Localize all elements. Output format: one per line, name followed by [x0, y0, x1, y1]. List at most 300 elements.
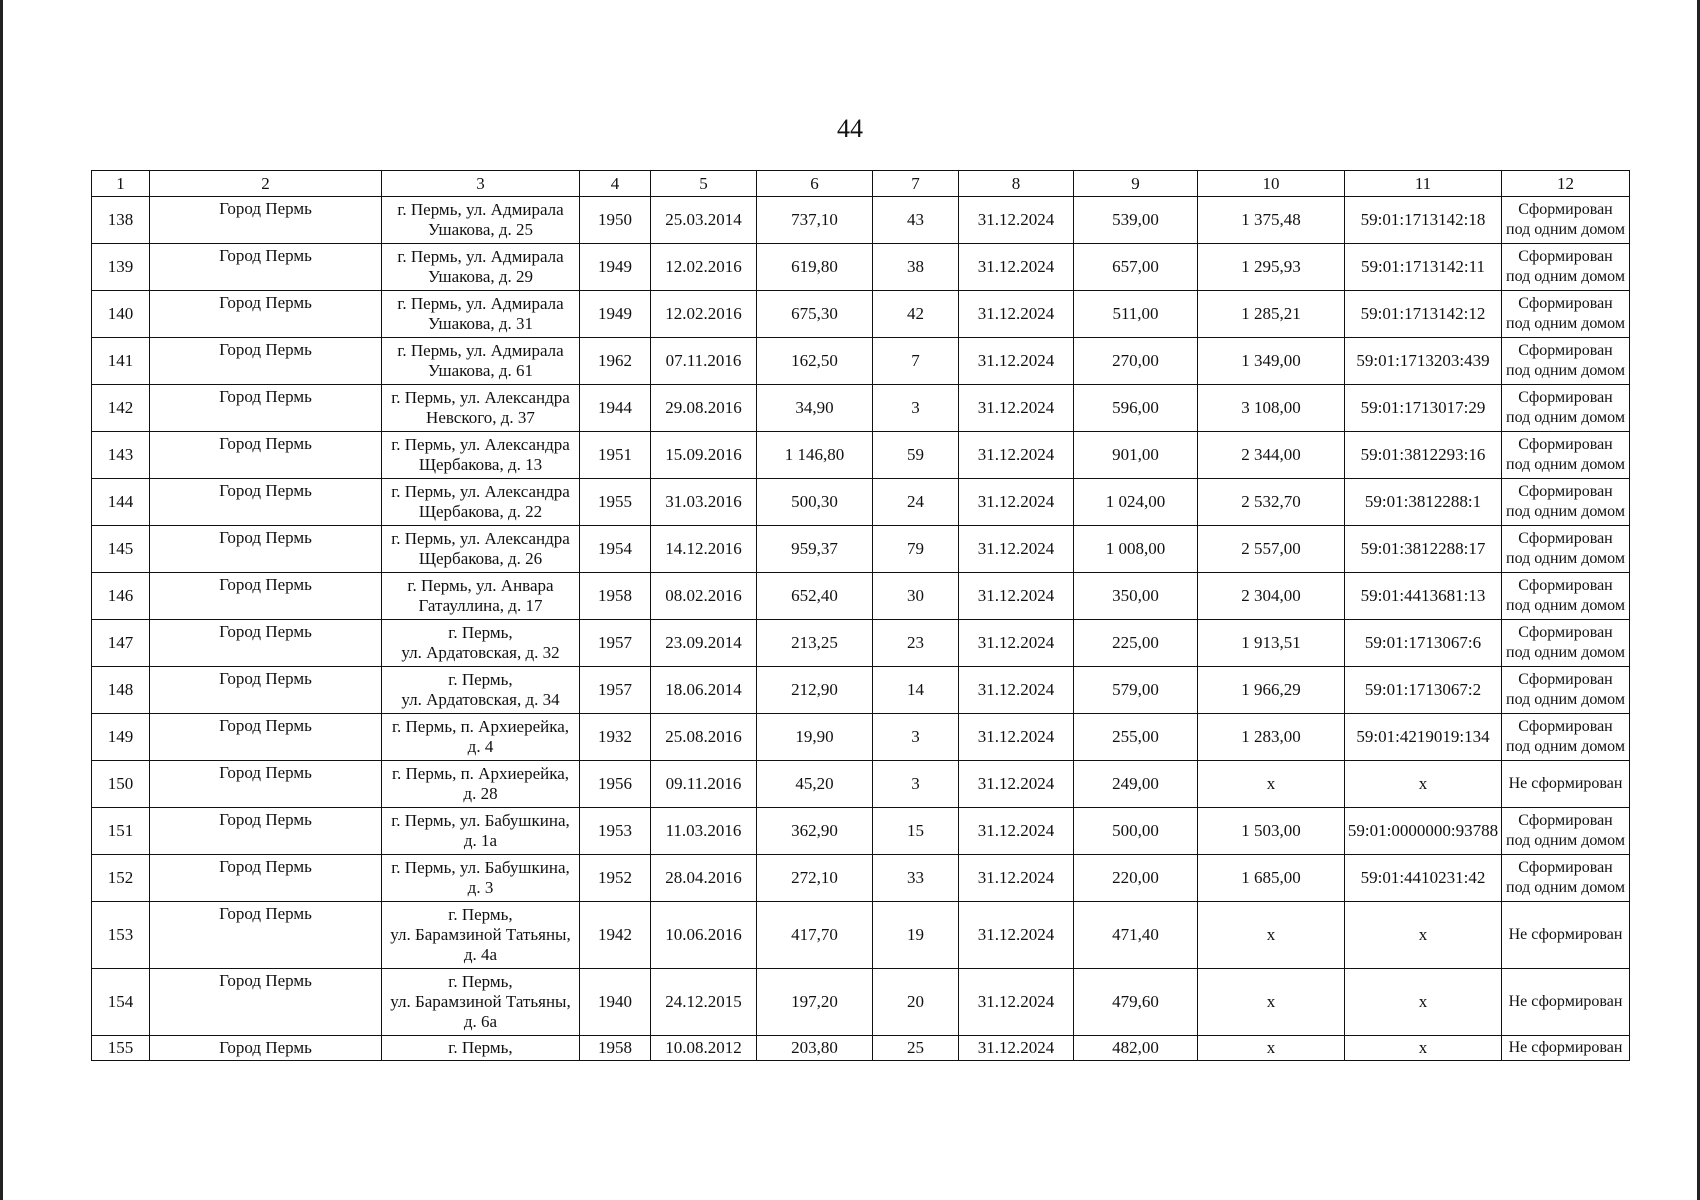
municipality-cell: Город Пермь: [150, 291, 382, 338]
column-header: 11: [1345, 171, 1502, 197]
land-status-cell-line: Сформирован: [1518, 295, 1613, 312]
residents-cell: 3: [873, 714, 959, 761]
cadastral-number-cell: 59:01:4219019:134: [1345, 714, 1502, 761]
land-status-cell-line: Сформирован: [1518, 577, 1613, 594]
date-cell: 18.06.2014: [651, 667, 757, 714]
land-status-cell: [1502, 667, 1630, 714]
land-status-cell-line: Сформирован: [1518, 859, 1613, 876]
address-cell-line: г. Пермь,: [448, 670, 513, 689]
row-number-cell: 138: [92, 197, 150, 244]
address-cell-line: г. Пермь,: [448, 972, 513, 991]
land-status-cell-line: под одним домом: [1506, 221, 1625, 238]
table-row: [92, 620, 1630, 667]
deadline-cell: 31.12.2024: [959, 479, 1074, 526]
area-cell: 272,10: [757, 855, 873, 902]
address-cell-line: д. 28: [463, 784, 498, 803]
column-header: 10: [1198, 171, 1345, 197]
municipality-cell: Город Пермь: [150, 479, 382, 526]
address-cell-line: д. 1а: [463, 831, 498, 850]
residents-cell: 59: [873, 432, 959, 479]
area-cell: 213,25: [757, 620, 873, 667]
area-cell: 959,37: [757, 526, 873, 573]
area-cell: 737,10: [757, 197, 873, 244]
value-cell: 2 344,00: [1198, 432, 1345, 479]
municipality-cell: Город Пермь: [150, 969, 382, 1036]
land-status-cell-line: Сформирован: [1518, 201, 1613, 218]
column-number-header-row: [92, 171, 1630, 197]
land-status-cell-line: под одним домом: [1506, 644, 1625, 661]
cadastral-number-cell: 59:01:0000000:93788: [1345, 808, 1502, 855]
column-header: 4: [580, 171, 651, 197]
address-cell-line: д. 6а: [463, 1012, 498, 1031]
address-cell-line: ул. Барамзиной Татьяны,: [390, 992, 571, 1011]
land-status-cell-line: под одним домом: [1506, 550, 1625, 567]
date-cell: 07.11.2016: [651, 338, 757, 385]
value-cell: 1 349,00: [1198, 338, 1345, 385]
deadline-cell: 31.12.2024: [959, 714, 1074, 761]
date-cell: 09.11.2016: [651, 761, 757, 808]
build-year-cell: 1942: [580, 902, 651, 969]
municipality-cell: Город Пермь: [150, 808, 382, 855]
address-cell-line: ул. Ардатовская, д. 32: [401, 643, 560, 662]
column-header: 6: [757, 171, 873, 197]
deadline-cell: 31.12.2024: [959, 291, 1074, 338]
land-status-cell-line: под одним домом: [1506, 832, 1625, 849]
residents-cell: 33: [873, 855, 959, 902]
value-cell: 471,40: [1074, 902, 1198, 969]
date-cell: 24.12.2015: [651, 969, 757, 1036]
deadline-cell: 31.12.2024: [959, 1036, 1074, 1061]
address-cell: [382, 620, 580, 667]
residents-cell: 23: [873, 620, 959, 667]
land-status-cell-line: Сформирован: [1518, 812, 1613, 829]
land-status-cell-line: под одним домом: [1506, 409, 1625, 426]
deadline-cell: 31.12.2024: [959, 620, 1074, 667]
land-status-cell-line: Сформирован: [1518, 718, 1613, 735]
value-cell: 1 024,00: [1074, 479, 1198, 526]
land-status-cell: [1502, 573, 1630, 620]
address-cell: [382, 855, 580, 902]
row-number-cell: 147: [92, 620, 150, 667]
address-cell: [382, 902, 580, 969]
row-number-cell: 149: [92, 714, 150, 761]
municipality-cell: Город Пермь: [150, 1036, 382, 1061]
land-status-cell-line: Не сформирован: [1508, 926, 1623, 943]
address-cell-line: Ушакова, д. 61: [427, 361, 534, 380]
cadastral-number-cell: 59:01:1713067:6: [1345, 620, 1502, 667]
deadline-cell: 31.12.2024: [959, 338, 1074, 385]
column-header: 12: [1502, 171, 1630, 197]
address-cell-line: г. Пермь, ул. Александра: [391, 388, 570, 407]
value-cell: 249,00: [1074, 761, 1198, 808]
column-header: 9: [1074, 171, 1198, 197]
residents-cell: 79: [873, 526, 959, 573]
table-row: [92, 902, 1630, 969]
area-cell: 45,20: [757, 761, 873, 808]
area-cell: 362,90: [757, 808, 873, 855]
build-year-cell: 1957: [580, 667, 651, 714]
row-number-cell: 154: [92, 969, 150, 1036]
municipality-cell: Город Пермь: [150, 385, 382, 432]
address-cell: [382, 808, 580, 855]
value-cell: 2 557,00: [1198, 526, 1345, 573]
date-cell: 29.08.2016: [651, 385, 757, 432]
address-cell: [382, 1036, 580, 1061]
area-cell: 162,50: [757, 338, 873, 385]
municipality-cell: Город Пермь: [150, 432, 382, 479]
row-number-cell: 139: [92, 244, 150, 291]
address-cell-line: г. Пермь,: [448, 905, 513, 924]
land-status-cell-line: Сформирован: [1518, 671, 1613, 688]
value-cell: 1 685,00: [1198, 855, 1345, 902]
area-cell: 652,40: [757, 573, 873, 620]
value-cell: 579,00: [1074, 667, 1198, 714]
table-row: [92, 761, 1630, 808]
land-status-cell-line: под одним домом: [1506, 456, 1625, 473]
land-status-cell-line: Сформирован: [1518, 248, 1613, 265]
deadline-cell: 31.12.2024: [959, 573, 1074, 620]
build-year-cell: 1953: [580, 808, 651, 855]
value-cell: х: [1198, 761, 1345, 808]
build-year-cell: 1950: [580, 197, 651, 244]
build-year-cell: 1958: [580, 1036, 651, 1061]
address-cell: [382, 197, 580, 244]
land-status-cell-line: Сформирован: [1518, 342, 1613, 359]
land-status-cell-line: под одним домом: [1506, 597, 1625, 614]
address-cell-line: ул. Ардатовская, д. 34: [401, 690, 560, 709]
municipality-cell: Город Пермь: [150, 902, 382, 969]
deadline-cell: 31.12.2024: [959, 385, 1074, 432]
value-cell: 3 108,00: [1198, 385, 1345, 432]
address-cell-line: г. Пермь, п. Архиерейка,: [391, 764, 570, 783]
row-number-cell: 144: [92, 479, 150, 526]
date-cell: 10.06.2016: [651, 902, 757, 969]
table-row: [92, 808, 1630, 855]
date-cell: 23.09.2014: [651, 620, 757, 667]
land-status-cell: [1502, 969, 1630, 1036]
row-number-cell: 150: [92, 761, 150, 808]
cadastral-number-cell: х: [1345, 969, 1502, 1036]
address-cell: [382, 432, 580, 479]
value-cell: 500,00: [1074, 808, 1198, 855]
value-cell: 2 532,70: [1198, 479, 1345, 526]
address-cell: [382, 479, 580, 526]
value-cell: 1 913,51: [1198, 620, 1345, 667]
municipality-cell: Город Пермь: [150, 244, 382, 291]
address-cell-line: г. Пермь, ул. Адмирала: [397, 247, 564, 266]
date-cell: 10.08.2012: [651, 1036, 757, 1061]
municipality-cell: Город Пермь: [150, 714, 382, 761]
address-cell: [382, 291, 580, 338]
page-number: 44: [837, 114, 863, 143]
municipality-cell: Город Пермь: [150, 573, 382, 620]
row-number-cell: 145: [92, 526, 150, 573]
land-status-cell-line: Не сформирован: [1508, 1039, 1623, 1056]
build-year-cell: 1952: [580, 855, 651, 902]
deadline-cell: 31.12.2024: [959, 969, 1074, 1036]
residents-cell: 3: [873, 385, 959, 432]
table-row: [92, 714, 1630, 761]
column-header: 3: [382, 171, 580, 197]
address-cell-line: г. Пермь, ул. Александра: [391, 435, 570, 454]
municipality-cell: Город Пермь: [150, 526, 382, 573]
build-year-cell: 1955: [580, 479, 651, 526]
residents-cell: 19: [873, 902, 959, 969]
build-year-cell: 1944: [580, 385, 651, 432]
date-cell: 25.08.2016: [651, 714, 757, 761]
land-status-cell-line: под одним домом: [1506, 738, 1625, 755]
residents-cell: 30: [873, 573, 959, 620]
municipality-cell: Город Пермь: [150, 855, 382, 902]
area-cell: 212,90: [757, 667, 873, 714]
residents-cell: 24: [873, 479, 959, 526]
deadline-cell: 31.12.2024: [959, 855, 1074, 902]
address-cell-line: д. 3: [467, 878, 494, 897]
area-cell: 197,20: [757, 969, 873, 1036]
build-year-cell: 1949: [580, 291, 651, 338]
value-cell: 1 503,00: [1198, 808, 1345, 855]
land-status-cell: [1502, 385, 1630, 432]
table-row: [92, 432, 1630, 479]
value-cell: 901,00: [1074, 432, 1198, 479]
column-header: 8: [959, 171, 1074, 197]
address-cell-line: Ушакова, д. 31: [427, 314, 534, 333]
area-cell: 19,90: [757, 714, 873, 761]
municipality-cell: Город Пермь: [150, 761, 382, 808]
date-cell: 31.03.2016: [651, 479, 757, 526]
land-status-cell-line: Сформирован: [1518, 483, 1613, 500]
residents-cell: 25: [873, 1036, 959, 1061]
residents-cell: 7: [873, 338, 959, 385]
row-number-cell: 141: [92, 338, 150, 385]
land-status-cell-line: под одним домом: [1506, 691, 1625, 708]
address-cell-line: г. Пермь, ул. Адмирала: [397, 341, 564, 360]
value-cell: х: [1198, 969, 1345, 1036]
value-cell: 1 008,00: [1074, 526, 1198, 573]
cadastral-number-cell: 59:01:1713203:439: [1345, 338, 1502, 385]
value-cell: 220,00: [1074, 855, 1198, 902]
address-cell: [382, 385, 580, 432]
address-cell: [382, 667, 580, 714]
row-number-cell: 153: [92, 902, 150, 969]
row-number-cell: 142: [92, 385, 150, 432]
table-row: [92, 385, 1630, 432]
cadastral-number-cell: 59:01:3812288:17: [1345, 526, 1502, 573]
address-cell-line: Невского, д. 37: [426, 408, 535, 427]
cadastral-number-cell: 59:01:1713142:12: [1345, 291, 1502, 338]
value-cell: 1 966,29: [1198, 667, 1345, 714]
cadastral-number-cell: 59:01:3812288:1: [1345, 479, 1502, 526]
date-cell: 28.04.2016: [651, 855, 757, 902]
date-cell: 14.12.2016: [651, 526, 757, 573]
area-cell: 34,90: [757, 385, 873, 432]
address-cell-line: г. Пермь, п. Архиерейка,: [391, 717, 570, 736]
municipality-cell: Город Пермь: [150, 197, 382, 244]
address-cell-line: г. Пермь, ул. Александра: [391, 482, 570, 501]
table-row: [92, 244, 1630, 291]
deadline-cell: 31.12.2024: [959, 902, 1074, 969]
table-row: [92, 969, 1630, 1036]
value-cell: 479,60: [1074, 969, 1198, 1036]
build-year-cell: 1949: [580, 244, 651, 291]
cadastral-number-cell: х: [1345, 902, 1502, 969]
cadastral-number-cell: 59:01:3812293:16: [1345, 432, 1502, 479]
land-status-cell: [1502, 479, 1630, 526]
municipality-cell: Город Пермь: [150, 620, 382, 667]
scan-edge-mark: [0, 0, 3, 1200]
build-year-cell: 1958: [580, 573, 651, 620]
cadastral-number-cell: х: [1345, 761, 1502, 808]
row-number-cell: 140: [92, 291, 150, 338]
address-cell-line: г. Пермь, ул. Бабушкина,: [391, 858, 570, 877]
residents-cell: 15: [873, 808, 959, 855]
address-cell-line: Щербакова, д. 26: [418, 549, 543, 568]
value-cell: 511,00: [1074, 291, 1198, 338]
address-cell: [382, 714, 580, 761]
land-status-cell: [1502, 620, 1630, 667]
land-status-cell-line: под одним домом: [1506, 879, 1625, 896]
deadline-cell: 31.12.2024: [959, 244, 1074, 291]
build-year-cell: 1956: [580, 761, 651, 808]
address-cell-line: г. Пермь, ул. Адмирала: [397, 294, 564, 313]
address-cell-line: Щербакова, д. 13: [418, 455, 543, 474]
cadastral-number-cell: 59:01:1713067:2: [1345, 667, 1502, 714]
table-row: [92, 573, 1630, 620]
land-status-cell-line: Не сформирован: [1508, 993, 1623, 1010]
value-cell: 270,00: [1074, 338, 1198, 385]
value-cell: х: [1198, 1036, 1345, 1061]
land-status-cell: [1502, 197, 1630, 244]
address-cell: [382, 338, 580, 385]
table-row: [92, 855, 1630, 902]
value-cell: 1 283,00: [1198, 714, 1345, 761]
housing-registry-table: [91, 170, 1630, 1061]
date-cell: 25.03.2014: [651, 197, 757, 244]
address-cell-line: Ушакова, д. 25: [427, 220, 534, 239]
address-cell-line: Гатауллина, д. 17: [418, 596, 543, 615]
date-cell: 08.02.2016: [651, 573, 757, 620]
land-status-cell: [1502, 432, 1630, 479]
area-cell: 500,30: [757, 479, 873, 526]
table-row: [92, 1036, 1630, 1061]
land-status-cell: [1502, 526, 1630, 573]
date-cell: 11.03.2016: [651, 808, 757, 855]
value-cell: 1 375,48: [1198, 197, 1345, 244]
address-cell-line: д. 4: [467, 737, 494, 756]
land-status-cell-line: под одним домом: [1506, 315, 1625, 332]
deadline-cell: 31.12.2024: [959, 761, 1074, 808]
residents-cell: 42: [873, 291, 959, 338]
cadastral-number-cell: 59:01:4413681:13: [1345, 573, 1502, 620]
column-header: 2: [150, 171, 382, 197]
land-status-cell-line: Сформирован: [1518, 436, 1613, 453]
address-cell-line: г. Пермь, ул. Анвара: [407, 576, 554, 595]
address-cell-line: г. Пермь, ул. Александра: [391, 529, 570, 548]
value-cell: 1 285,21: [1198, 291, 1345, 338]
land-status-cell: [1502, 808, 1630, 855]
land-status-cell: [1502, 855, 1630, 902]
table-row: [92, 667, 1630, 714]
address-cell-line: г. Пермь,: [448, 623, 513, 642]
build-year-cell: 1962: [580, 338, 651, 385]
deadline-cell: 31.12.2024: [959, 432, 1074, 479]
table-row: [92, 526, 1630, 573]
cadastral-number-cell: х: [1345, 1036, 1502, 1061]
row-number-cell: 146: [92, 573, 150, 620]
land-status-cell-line: Сформирован: [1518, 389, 1613, 406]
table-row: [92, 291, 1630, 338]
value-cell: 482,00: [1074, 1036, 1198, 1061]
address-cell: [382, 573, 580, 620]
value-cell: 539,00: [1074, 197, 1198, 244]
row-number-cell: 155: [92, 1036, 150, 1061]
address-cell: [382, 761, 580, 808]
address-cell-line: Щербакова, д. 22: [418, 502, 543, 521]
land-status-cell: [1502, 338, 1630, 385]
address-cell: [382, 244, 580, 291]
date-cell: 12.02.2016: [651, 291, 757, 338]
value-cell: 225,00: [1074, 620, 1198, 667]
build-year-cell: 1940: [580, 969, 651, 1036]
land-status-cell-line: под одним домом: [1506, 503, 1625, 520]
address-cell: [382, 969, 580, 1036]
column-header: 5: [651, 171, 757, 197]
deadline-cell: 31.12.2024: [959, 526, 1074, 573]
land-status-cell-line: под одним домом: [1506, 268, 1625, 285]
value-cell: 2 304,00: [1198, 573, 1345, 620]
build-year-cell: 1957: [580, 620, 651, 667]
row-number-cell: 143: [92, 432, 150, 479]
land-status-cell-line: Сформирован: [1518, 530, 1613, 547]
land-status-cell: [1502, 1036, 1630, 1061]
cadastral-number-cell: 59:01:1713142:18: [1345, 197, 1502, 244]
land-status-cell: [1502, 291, 1630, 338]
land-status-cell: [1502, 761, 1630, 808]
address-cell-line: д. 4а: [463, 945, 498, 964]
address-cell-line: г. Пермь, ул. Адмирала: [397, 200, 564, 219]
area-cell: 1 146,80: [757, 432, 873, 479]
residents-cell: 3: [873, 761, 959, 808]
residents-cell: 20: [873, 969, 959, 1036]
build-year-cell: 1954: [580, 526, 651, 573]
area-cell: 417,70: [757, 902, 873, 969]
table-row: [92, 197, 1630, 244]
value-cell: 1 295,93: [1198, 244, 1345, 291]
table-row: [92, 479, 1630, 526]
value-cell: 657,00: [1074, 244, 1198, 291]
address-cell-line: г. Пермь, ул. Бабушкина,: [391, 811, 570, 830]
value-cell: 255,00: [1074, 714, 1198, 761]
row-number-cell: 151: [92, 808, 150, 855]
address-cell-line: ул. Барамзиной Татьяны,: [390, 925, 571, 944]
value-cell: 596,00: [1074, 385, 1198, 432]
deadline-cell: 31.12.2024: [959, 667, 1074, 714]
municipality-cell: Город Пермь: [150, 667, 382, 714]
area-cell: 203,80: [757, 1036, 873, 1061]
deadline-cell: 31.12.2024: [959, 808, 1074, 855]
value-cell: х: [1198, 902, 1345, 969]
cadastral-number-cell: 59:01:1713142:11: [1345, 244, 1502, 291]
cadastral-number-cell: 59:01:4410231:42: [1345, 855, 1502, 902]
address-cell: [382, 526, 580, 573]
land-status-cell: [1502, 902, 1630, 969]
row-number-cell: 148: [92, 667, 150, 714]
land-status-cell: [1502, 714, 1630, 761]
table-row: [92, 338, 1630, 385]
address-cell-line: г. Пермь,: [448, 1038, 513, 1057]
cadastral-number-cell: 59:01:1713017:29: [1345, 385, 1502, 432]
residents-cell: 43: [873, 197, 959, 244]
